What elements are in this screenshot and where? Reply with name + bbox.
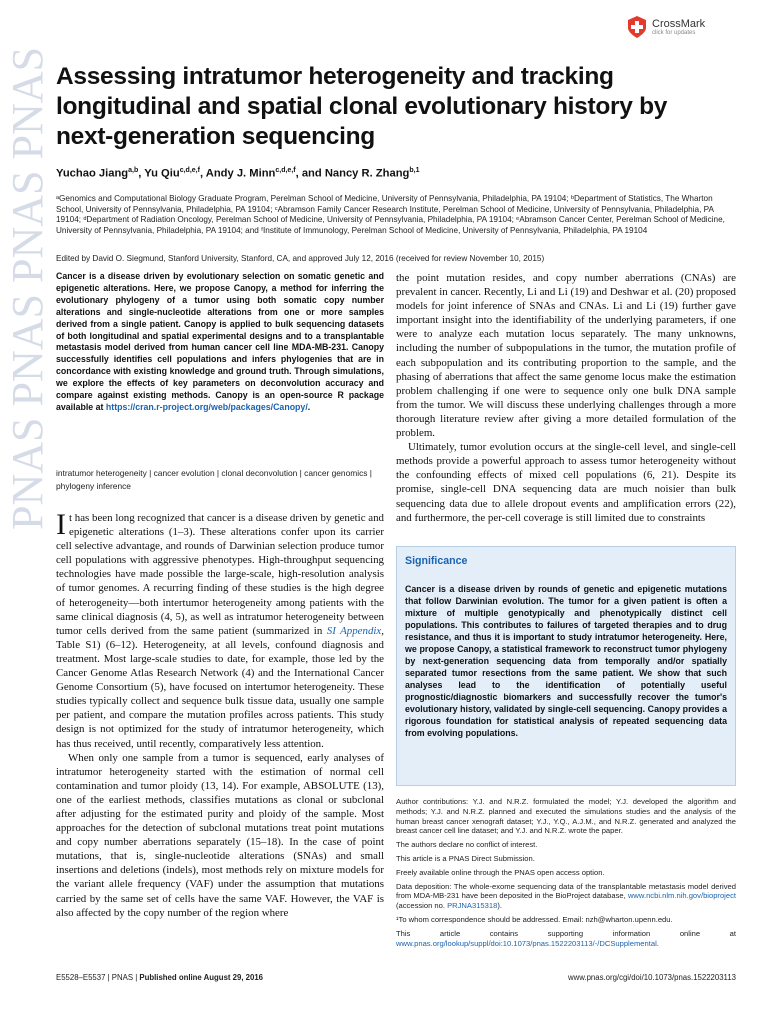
published-date: Published online August 29, 2016 [139,973,264,982]
author-name[interactable]: Andy J. Minn [205,167,276,180]
deposition-text: ). [497,901,502,911]
author-affil-sup: c,d,e,f [275,167,296,174]
body-paragraph: the point mutation resides, and copy number aberrations (CNAs) are prevalent in cancer. Recently, Li and Li (19) and Deshwar et al. (20) proposed models for joint inference of SNAs and CNAs. Li and Li (19) further gave important insight into the identifiability of the underlying parameters, if one were to analyze each mutation locus separately. The many unknowns, including the number of subpopulations in the tumor, the mutation profile of each subpopulation and its contributing proportion to the sample, and the phasing of aberrations that affect the same genome locus make the estimation problem challenging if one were to sequence only one bulk DNA sample from the tumor. We will discuss these underlying challenges through a more thorough literature review after giving a more detailed formulation of the problem. [396,272,736,440]
footer-left: E5528–E5537 | PNAS | Published online August 29, 2016 [56,973,264,982]
page-range: E5528–E5537 [56,973,106,982]
author-separator: , [199,167,206,180]
supporting-text: . [656,938,659,948]
author-name[interactable]: Yu Qiu [144,167,180,180]
body-paragraph: When only one sample from a tumor is sequenced, early analyses of intratumor heterogeneity started with the estimation of normal cell contamination and tumor ploidy (13, 14). For example, ABSOLUTE (13), one of the earliest methods, classifies mutations as clonal or subclonal after adjusting for the estimated purity and ploidy of the sample. Most approaches for the detection of subclonal mutations treat point mutations and copy number aberrations separately (15–18). In the case of point mutations, that is, single-nucleotide alterations (SNAs) and small insertions and deletions (indels), most methods rely on mixture models for the variant allele frequency (VAF) under the assumption that mutations carried by the same set of cells have the same VAF. However, the VAF is also affected by the copy number of the region where [56,751,384,919]
page-footer [56,973,736,982]
author-contributions: Author contributions: Y.J. and N.R.Z. formulated the model; Y.J. developed the algorithm and methods; Y.J. and N.R.Z. planned and executed the simulations studies and the analysis of the human breast cancer xenograft dataset; Y.J., Y.Q., A.J.M., and N.R.Z. generated and analyzed the breast cancer cell line dataset; and Y.J. and N.R.Z. wrote the paper. [396,797,736,836]
author-affil-sup: c,d,e,f [179,167,200,174]
affiliations: ᵃGenomics and Computational Biology Graduate Program, Perelman School of Medicine, University of Pennsylvania, Philadelphia, PA 19104; ᵇDepartment of Statistics, The Wharton School, University of Pennsylvania, Philadelphia, PA 19104; ᶜAbramson Family Cancer Research Institute, Perelman School of Medicine, University of Pennsylvania, Philadelphia, PA 19104; ᵈDepartment of Radiation Oncology, Perelman School of Medicine, University of Pennsylvania, Philadelphia, PA 19104; ᵉAbramson Cancer Center, Perelman School of Medicine, University of Pennsylvania, Philadelphia, PA 19104; and ᶠInstitute of Immunology, Perelman School of Medicine, University of Pennsylvania, Philadelphia, PA 19104 [56,194,725,235]
author-name[interactable]: Yuchao Jiang [56,167,129,180]
accession-link[interactable]: PRJNA315318 [447,901,498,911]
abstract [56,271,384,414]
article-notes [396,797,736,952]
article-title: Assessing intratumor heterogeneity and tracking longitudinal and spatial clonal evolutionary history by next-generation sequencing [56,63,668,150]
significance-text: Cancer is a disease driven by rounds of genetic and epigenetic mutations that follow Darwinian evolution. The tumor for a given patient is often a mixture of multiple genotypically and phenotypically distinct cell populations. This contributes to failures of targeted therapies and to drug resistance, and thus it is important to study intratumor heterogeneity. Here, we propose Canopy, a statistical framework to reconstruct tumor phylogeny by next-generation sequencing data from temporally and/or spatially separated tumor resections from the same patient. We show that such analyses lead to the identification of potentially useful prognostic/diagnostic biomarkers and successfully recover the tumor's evolutionary history, validated by single-cell sequencing. Canopy provides a rigorous foundation for statistical analysis of repeated sequencing data from evolving populations. [405,584,727,738]
doi-link[interactable]: www.pnas.org/cgi/doi/10.1073/pnas.1522203113 [567,973,736,982]
body-text: t has been long recognized that cancer is a disease driven by genetic and epigenetic alterations (1–3). These alterations confer upon its carrier cell selective advantage, and rounds of Darwinian selection produce tumor cell populations with aggressive phenotypes. High-throughput sequencing technologies have made possible the large-scale, high-resolution analysis of tumor genomes. A recurring finding of these studies is the high degree of heterogeneity—both intertumor heterogeneity among patients with the same clinical diagnosis (4, 5), as well as intratumor heterogeneity between tumor cells derived from the same patient (summarized in [56,512,384,637]
keywords: intratumor heterogeneity | cancer evolution | clonal deconvolution | cancer genomics | phylogeny inference [56,468,372,491]
body-right-column [396,271,736,525]
dropcap: I [56,508,66,541]
edited-by-line: Edited by David O. Siegmund, Stanford University, Stanford, CA, and approved July 12, 2016 (received for review November 10, 2015) [56,254,545,263]
pnas-watermark-text: PNAS PNAS PNAS PNAS [3,47,52,530]
body-left-column [56,508,384,920]
crossmark-icon [626,15,648,39]
direct-submission: This article is a PNAS Direct Submission. [396,853,535,863]
conflict-statement: The authors declare no conflict of interest. [396,840,538,850]
body-paragraph [56,508,384,751]
journal-name: PNAS [111,973,134,982]
crossmark-badge[interactable] [626,10,736,44]
author-separator: , and [295,167,325,180]
canopy-package-link[interactable]: https://cran.r-project.org/web/packages/Canopy/ [105,401,308,412]
correspondence: ¹To whom correspondence should be addressed. Email: nzh@wharton.upenn.edu. [396,914,673,924]
author-list [56,167,736,180]
significance-box [396,546,736,786]
author-affil-sup: a,b [128,167,139,174]
significance-heading: Significance [405,555,468,567]
crossmark-title: CrossMark [652,18,706,30]
author-name[interactable]: Nancy R. Zhang [324,167,410,180]
data-deposition [396,882,736,911]
abstract-text: Cancer is a disease driven by evolutionary selection on somatic genetic and epigenetic alterations. Here, we propose Canopy, a method for inferring the evolutionary phylogeny of a tumor using both somatic copy number alterations and single-nucleotide alterations from one or more samples derived from a single patient. Canopy is applied to bulk sequencing datasets of both longitudinal and spatial experimental designs and to a transplantable metastasis model derived from human cancer cell line MDA-MB-231. Canopy successfully identifies cell populations and infers phylogenies that are in concordance with existing knowledge and ground truth. Through simulations, we explore the effects of key parameters on deconvolution accuracy and compare against existing methods. Canopy is an open-source R package available at [56,271,384,412]
deposition-text: (accession no. [396,901,448,911]
abstract-end: . [307,401,311,412]
deposition-text: Data deposition: The whole-exome sequencing data of the transplantable metastasis model derived from MDA-MB-231 have been deposited in the BioProject database, [396,881,736,901]
supplemental-link[interactable]: www.pnas.org/lookup/suppl/doi:10.1073/pnas.1522203113/-/DCSupplemental [396,938,657,948]
author-separator: , [138,167,145,180]
supporting-text: This article contains supporting information online at [396,928,736,938]
body-text: , Table S1) (6–12). Heterogeneity, at all levels, confound diagnosis and treatment. Most large-scale studies to date, for example, those led by the Cancer Genome Atlas Research Network (4) and the International Cancer Genome Consortium (5), have focused on intertumor heterogeneity. These studies typically collect and sequence bulk tissue data, usually one sample per patient, and compare the mutation profiles across patients. This study design is not optimized for the study of intratumor heterogeneity, which has thus received, until recently, comparatively less attention. [56,624,384,750]
open-access-note: Freely available online through the PNAS open access option. [396,867,605,877]
author-affil-sup: b,1 [409,167,420,174]
bioproject-link[interactable]: www.ncbi.nlm.nih.gov/bioproject [627,891,736,901]
body-paragraph: Ultimately, tumor evolution occurs at the single-cell level, and single-cell methods provide a powerful approach to assess tumor heterogeneity without the confounding effects of mixed cell populations (6, 21). Despite its promise, single-cell DNA sequencing data are much noisier than bulk sequencing data due to allele dropout events and amplification errors (22), and furthermore, the per-cell coverage is still limited due to constraints [396,441,736,524]
supporting-info [396,929,736,949]
crossmark-subtitle: click for updates [652,30,696,36]
pnas-watermark [3,47,52,530]
si-appendix-link[interactable]: SI Appendix [326,624,382,637]
